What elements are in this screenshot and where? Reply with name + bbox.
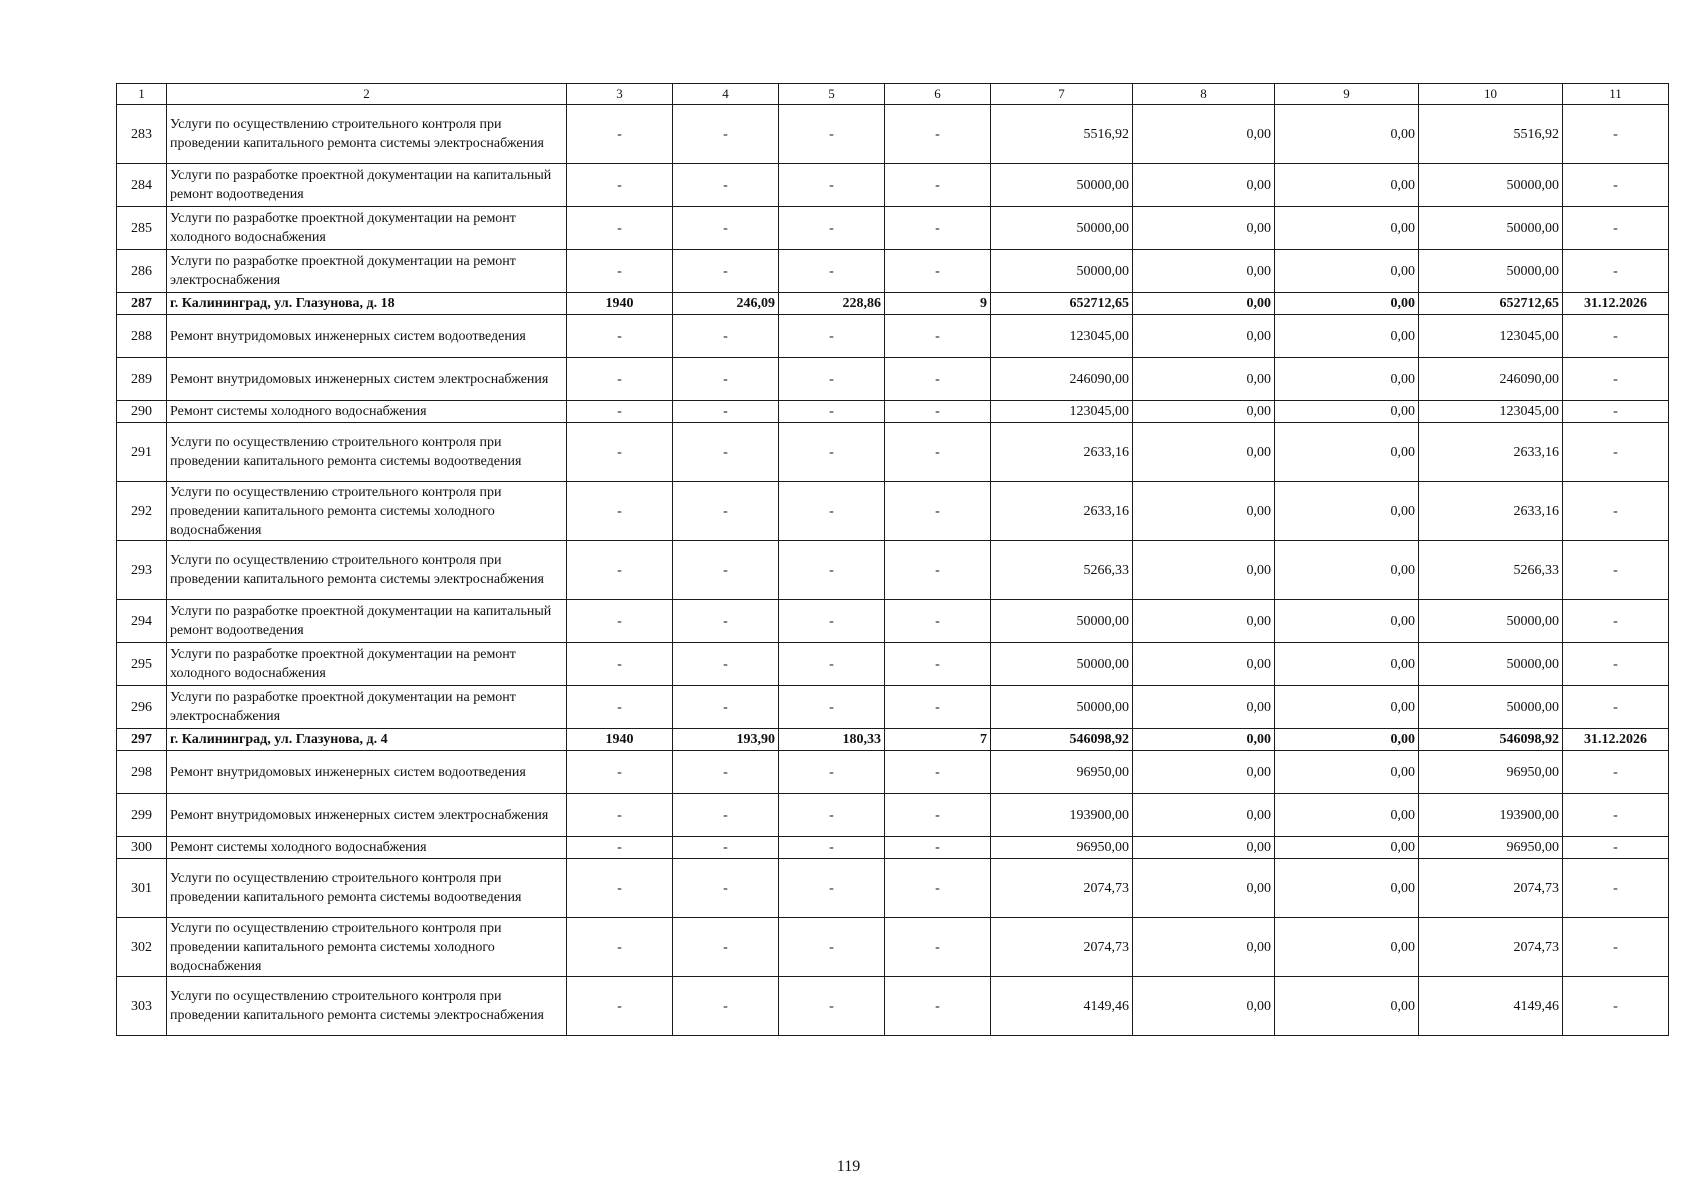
column-number-cell: 10 bbox=[1419, 84, 1563, 105]
fund-share-cell: 0,00 bbox=[1133, 105, 1275, 164]
fund-share-cell: 0,00 bbox=[1133, 600, 1275, 643]
fund-share-cell: 0,00 bbox=[1133, 859, 1275, 918]
budget-share-cell: 0,00 bbox=[1275, 423, 1419, 482]
table-row bbox=[117, 859, 1669, 918]
build-year-cell: - bbox=[567, 977, 673, 1036]
total-area-cell: - bbox=[673, 401, 779, 423]
work-name-cell: Услуги по разработке проектной документации на капитальный ремонт водоотведения bbox=[167, 600, 567, 643]
deadline-cell: - bbox=[1563, 164, 1669, 207]
total-area-cell: - bbox=[673, 751, 779, 794]
work-name-cell: Услуги по разработке проектной документации на ремонт электроснабжения bbox=[167, 686, 567, 729]
budget-share-cell: 0,00 bbox=[1275, 686, 1419, 729]
total-cost-cell: 2633,16 bbox=[991, 482, 1133, 541]
table-row bbox=[117, 541, 1669, 600]
fund-share-cell: 0,00 bbox=[1133, 401, 1275, 423]
table-row bbox=[117, 918, 1669, 977]
deadline-cell: - bbox=[1563, 105, 1669, 164]
total-area-cell: 193,90 bbox=[673, 729, 779, 751]
total-area-cell: - bbox=[673, 977, 779, 1036]
total-area-cell: - bbox=[673, 794, 779, 837]
deadline-cell: 31.12.2026 bbox=[1563, 729, 1669, 751]
work-name-cell: Ремонт внутридомовых инженерных систем водоотведения bbox=[167, 315, 567, 358]
build-year-cell: - bbox=[567, 837, 673, 859]
living-area-cell: - bbox=[779, 918, 885, 977]
total-area-cell: - bbox=[673, 482, 779, 541]
deadline-cell: - bbox=[1563, 401, 1669, 423]
living-area-cell: - bbox=[779, 207, 885, 250]
column-number-cell: 7 bbox=[991, 84, 1133, 105]
owners-share-cell: 193900,00 bbox=[1419, 794, 1563, 837]
build-year-cell: - bbox=[567, 643, 673, 686]
total-area-cell: - bbox=[673, 250, 779, 293]
fund-share-cell: 0,00 bbox=[1133, 293, 1275, 315]
row-number-cell: 287 bbox=[117, 293, 167, 315]
row-number-cell: 299 bbox=[117, 794, 167, 837]
work-name-cell: Ремонт системы холодного водоснабжения bbox=[167, 401, 567, 423]
budget-share-cell: 0,00 bbox=[1275, 105, 1419, 164]
owners-share-cell: 96950,00 bbox=[1419, 751, 1563, 794]
row-number-cell: 284 bbox=[117, 164, 167, 207]
budget-share-cell: 0,00 bbox=[1275, 977, 1419, 1036]
table-row bbox=[117, 977, 1669, 1036]
build-year-cell: 1940 bbox=[567, 729, 673, 751]
work-name-cell: Услуги по разработке проектной документации на ремонт электроснабжения bbox=[167, 250, 567, 293]
deadline-cell: - bbox=[1563, 751, 1669, 794]
budget-share-cell: 0,00 bbox=[1275, 918, 1419, 977]
work-name-cell: Ремонт внутридомовых инженерных систем водоотведения bbox=[167, 751, 567, 794]
living-area-cell: - bbox=[779, 105, 885, 164]
residents-cell: - bbox=[885, 423, 991, 482]
owners-share-cell: 50000,00 bbox=[1419, 600, 1563, 643]
table-row bbox=[117, 315, 1669, 358]
row-number-cell: 288 bbox=[117, 315, 167, 358]
living-area-cell: - bbox=[779, 250, 885, 293]
column-number-cell: 8 bbox=[1133, 84, 1275, 105]
total-area-cell: - bbox=[673, 105, 779, 164]
owners-share-cell: 123045,00 bbox=[1419, 315, 1563, 358]
residents-cell: - bbox=[885, 207, 991, 250]
build-year-cell: - bbox=[567, 315, 673, 358]
table-body bbox=[117, 84, 1669, 1036]
total-area-cell: - bbox=[673, 164, 779, 207]
residents-cell: - bbox=[885, 751, 991, 794]
build-year-cell: - bbox=[567, 105, 673, 164]
residents-cell: 7 bbox=[885, 729, 991, 751]
deadline-cell: - bbox=[1563, 977, 1669, 1036]
total-cost-cell: 5516,92 bbox=[991, 105, 1133, 164]
residents-cell: - bbox=[885, 250, 991, 293]
owners-share-cell: 123045,00 bbox=[1419, 401, 1563, 423]
table-row bbox=[117, 250, 1669, 293]
deadline-cell: - bbox=[1563, 837, 1669, 859]
fund-share-cell: 0,00 bbox=[1133, 250, 1275, 293]
work-name-cell: Ремонт системы холодного водоснабжения bbox=[167, 837, 567, 859]
living-area-cell: - bbox=[779, 977, 885, 1036]
owners-share-cell: 2633,16 bbox=[1419, 482, 1563, 541]
fund-share-cell: 0,00 bbox=[1133, 541, 1275, 600]
living-area-cell: - bbox=[779, 794, 885, 837]
residents-cell: - bbox=[885, 482, 991, 541]
fund-share-cell: 0,00 bbox=[1133, 977, 1275, 1036]
total-cost-cell: 652712,65 bbox=[991, 293, 1133, 315]
living-area-cell: - bbox=[779, 859, 885, 918]
total-cost-cell: 546098,92 bbox=[991, 729, 1133, 751]
budget-share-cell: 0,00 bbox=[1275, 164, 1419, 207]
budget-share-cell: 0,00 bbox=[1275, 729, 1419, 751]
living-area-cell: - bbox=[779, 837, 885, 859]
residents-cell: - bbox=[885, 401, 991, 423]
budget-share-cell: 0,00 bbox=[1275, 643, 1419, 686]
column-number-cell: 6 bbox=[885, 84, 991, 105]
row-number-cell: 283 bbox=[117, 105, 167, 164]
total-area-cell: - bbox=[673, 918, 779, 977]
budget-share-cell: 0,00 bbox=[1275, 751, 1419, 794]
total-area-cell: - bbox=[673, 837, 779, 859]
owners-share-cell: 50000,00 bbox=[1419, 207, 1563, 250]
row-number-cell: 290 bbox=[117, 401, 167, 423]
residents-cell: - bbox=[885, 859, 991, 918]
deadline-cell: - bbox=[1563, 482, 1669, 541]
build-year-cell: - bbox=[567, 164, 673, 207]
row-number-cell: 292 bbox=[117, 482, 167, 541]
work-name-cell: Услуги по осуществлению строительного контроля при проведении капитального ремонта системы электроснабжения bbox=[167, 977, 567, 1036]
owners-share-cell: 50000,00 bbox=[1419, 250, 1563, 293]
build-year-cell: - bbox=[567, 423, 673, 482]
budget-share-cell: 0,00 bbox=[1275, 837, 1419, 859]
residents-cell: - bbox=[885, 794, 991, 837]
living-area-cell: - bbox=[779, 315, 885, 358]
build-year-cell: - bbox=[567, 600, 673, 643]
owners-share-cell: 652712,65 bbox=[1419, 293, 1563, 315]
residents-cell: - bbox=[885, 105, 991, 164]
row-number-cell: 297 bbox=[117, 729, 167, 751]
fund-share-cell: 0,00 bbox=[1133, 164, 1275, 207]
fund-share-cell: 0,00 bbox=[1133, 643, 1275, 686]
work-name-cell: Услуги по осуществлению строительного контроля при проведении капитального ремонта системы электроснабжения bbox=[167, 541, 567, 600]
residents-cell: - bbox=[885, 600, 991, 643]
fund-share-cell: 0,00 bbox=[1133, 794, 1275, 837]
fund-share-cell: 0,00 bbox=[1133, 207, 1275, 250]
total-cost-cell: 123045,00 bbox=[991, 315, 1133, 358]
work-name-cell: Ремонт внутридомовых инженерных систем электроснабжения bbox=[167, 358, 567, 401]
deadline-cell: - bbox=[1563, 686, 1669, 729]
living-area-cell: - bbox=[779, 751, 885, 794]
row-number-cell: 300 bbox=[117, 837, 167, 859]
build-year-cell: - bbox=[567, 541, 673, 600]
deadline-cell: - bbox=[1563, 794, 1669, 837]
budget-share-cell: 0,00 bbox=[1275, 207, 1419, 250]
total-area-cell: - bbox=[673, 643, 779, 686]
budget-share-cell: 0,00 bbox=[1275, 358, 1419, 401]
row-number-cell: 294 bbox=[117, 600, 167, 643]
total-cost-cell: 96950,00 bbox=[991, 837, 1133, 859]
residents-cell: - bbox=[885, 315, 991, 358]
total-cost-cell: 2074,73 bbox=[991, 859, 1133, 918]
column-number-cell: 9 bbox=[1275, 84, 1419, 105]
living-area-cell: - bbox=[779, 401, 885, 423]
row-number-cell: 298 bbox=[117, 751, 167, 794]
table-row bbox=[117, 794, 1669, 837]
total-cost-cell: 246090,00 bbox=[991, 358, 1133, 401]
budget-share-cell: 0,00 bbox=[1275, 859, 1419, 918]
living-area-cell: - bbox=[779, 686, 885, 729]
table-row bbox=[117, 751, 1669, 794]
table-row bbox=[117, 600, 1669, 643]
table-row bbox=[117, 482, 1669, 541]
work-name-cell: Услуги по разработке проектной документации на капитальный ремонт водоотведения bbox=[167, 164, 567, 207]
column-number-cell: 5 bbox=[779, 84, 885, 105]
total-area-cell: - bbox=[673, 600, 779, 643]
residents-cell: - bbox=[885, 164, 991, 207]
living-area-cell: - bbox=[779, 482, 885, 541]
column-number-row bbox=[117, 84, 1669, 105]
living-area-cell: - bbox=[779, 541, 885, 600]
fund-share-cell: 0,00 bbox=[1133, 751, 1275, 794]
table-row bbox=[117, 105, 1669, 164]
table-row bbox=[117, 358, 1669, 401]
owners-share-cell: 96950,00 bbox=[1419, 837, 1563, 859]
residents-cell: - bbox=[885, 686, 991, 729]
owners-share-cell: 50000,00 bbox=[1419, 164, 1563, 207]
row-number-cell: 303 bbox=[117, 977, 167, 1036]
residents-cell: - bbox=[885, 643, 991, 686]
deadline-cell: - bbox=[1563, 250, 1669, 293]
budget-share-cell: 0,00 bbox=[1275, 315, 1419, 358]
residents-cell: - bbox=[885, 918, 991, 977]
deadline-cell: - bbox=[1563, 207, 1669, 250]
build-year-cell: - bbox=[567, 482, 673, 541]
residents-cell: - bbox=[885, 541, 991, 600]
build-year-cell: - bbox=[567, 358, 673, 401]
deadline-cell: - bbox=[1563, 918, 1669, 977]
fund-share-cell: 0,00 bbox=[1133, 837, 1275, 859]
fund-share-cell: 0,00 bbox=[1133, 729, 1275, 751]
deadline-cell: - bbox=[1563, 859, 1669, 918]
total-area-cell: - bbox=[673, 423, 779, 482]
total-cost-cell: 193900,00 bbox=[991, 794, 1133, 837]
build-year-cell: - bbox=[567, 686, 673, 729]
row-number-cell: 295 bbox=[117, 643, 167, 686]
total-cost-cell: 50000,00 bbox=[991, 207, 1133, 250]
total-cost-cell: 50000,00 bbox=[991, 250, 1133, 293]
deadline-cell: - bbox=[1563, 315, 1669, 358]
owners-share-cell: 2074,73 bbox=[1419, 918, 1563, 977]
living-area-cell: - bbox=[779, 643, 885, 686]
build-year-cell: - bbox=[567, 401, 673, 423]
work-name-cell: г. Калининград, ул. Глазунова, д. 4 bbox=[167, 729, 567, 751]
row-number-cell: 296 bbox=[117, 686, 167, 729]
work-name-cell: Услуги по осуществлению строительного контроля при проведении капитального ремонта системы холодного водоснабжения bbox=[167, 918, 567, 977]
work-name-cell: Услуги по осуществлению строительного контроля при проведении капитального ремонта системы водоотведения bbox=[167, 423, 567, 482]
build-year-cell: - bbox=[567, 751, 673, 794]
table-row bbox=[117, 837, 1669, 859]
total-cost-cell: 50000,00 bbox=[991, 600, 1133, 643]
budget-share-cell: 0,00 bbox=[1275, 401, 1419, 423]
row-number-cell: 302 bbox=[117, 918, 167, 977]
column-number-cell: 2 bbox=[167, 84, 567, 105]
fund-share-cell: 0,00 bbox=[1133, 423, 1275, 482]
total-area-cell: - bbox=[673, 207, 779, 250]
living-area-cell: - bbox=[779, 358, 885, 401]
deadline-cell: - bbox=[1563, 541, 1669, 600]
budget-share-cell: 0,00 bbox=[1275, 293, 1419, 315]
total-cost-cell: 2074,73 bbox=[991, 918, 1133, 977]
works-table bbox=[116, 83, 1669, 1036]
owners-share-cell: 2633,16 bbox=[1419, 423, 1563, 482]
budget-share-cell: 0,00 bbox=[1275, 541, 1419, 600]
owners-share-cell: 2074,73 bbox=[1419, 859, 1563, 918]
living-area-cell: 180,33 bbox=[779, 729, 885, 751]
owners-share-cell: 50000,00 bbox=[1419, 643, 1563, 686]
work-name-cell: Услуги по осуществлению строительного контроля при проведении капитального ремонта системы электроснабжения bbox=[167, 105, 567, 164]
total-area-cell: - bbox=[673, 358, 779, 401]
address-row bbox=[117, 729, 1669, 751]
build-year-cell: 1940 bbox=[567, 293, 673, 315]
residents-cell: - bbox=[885, 977, 991, 1036]
owners-share-cell: 546098,92 bbox=[1419, 729, 1563, 751]
column-number-cell: 4 bbox=[673, 84, 779, 105]
deadline-cell: - bbox=[1563, 423, 1669, 482]
total-cost-cell: 50000,00 bbox=[991, 643, 1133, 686]
work-name-cell: Услуги по осуществлению строительного контроля при проведении капитального ремонта системы холодного водоснабжения bbox=[167, 482, 567, 541]
work-name-cell: Услуги по разработке проектной документации на ремонт холодного водоснабжения bbox=[167, 643, 567, 686]
table-row bbox=[117, 686, 1669, 729]
build-year-cell: - bbox=[567, 207, 673, 250]
deadline-cell: 31.12.2026 bbox=[1563, 293, 1669, 315]
total-area-cell: - bbox=[673, 686, 779, 729]
total-area-cell: 246,09 bbox=[673, 293, 779, 315]
table-row bbox=[117, 164, 1669, 207]
owners-share-cell: 5516,92 bbox=[1419, 105, 1563, 164]
build-year-cell: - bbox=[567, 794, 673, 837]
work-name-cell: г. Калининград, ул. Глазунова, д. 18 bbox=[167, 293, 567, 315]
budget-share-cell: 0,00 bbox=[1275, 600, 1419, 643]
row-number-cell: 286 bbox=[117, 250, 167, 293]
row-number-cell: 291 bbox=[117, 423, 167, 482]
fund-share-cell: 0,00 bbox=[1133, 482, 1275, 541]
work-name-cell: Услуги по осуществлению строительного контроля при проведении капитального ремонта системы водоотведения bbox=[167, 859, 567, 918]
budget-share-cell: 0,00 bbox=[1275, 794, 1419, 837]
row-number-cell: 301 bbox=[117, 859, 167, 918]
fund-share-cell: 0,00 bbox=[1133, 358, 1275, 401]
living-area-cell: - bbox=[779, 600, 885, 643]
fund-share-cell: 0,00 bbox=[1133, 686, 1275, 729]
residents-cell: 9 bbox=[885, 293, 991, 315]
row-number-cell: 293 bbox=[117, 541, 167, 600]
deadline-cell: - bbox=[1563, 600, 1669, 643]
fund-share-cell: 0,00 bbox=[1133, 315, 1275, 358]
total-cost-cell: 96950,00 bbox=[991, 751, 1133, 794]
build-year-cell: - bbox=[567, 250, 673, 293]
table-row bbox=[117, 401, 1669, 423]
column-number-cell: 3 bbox=[567, 84, 673, 105]
total-area-cell: - bbox=[673, 541, 779, 600]
work-name-cell: Услуги по разработке проектной документации на ремонт холодного водоснабжения bbox=[167, 207, 567, 250]
table-row bbox=[117, 423, 1669, 482]
address-row bbox=[117, 293, 1669, 315]
deadline-cell: - bbox=[1563, 358, 1669, 401]
table-row bbox=[117, 643, 1669, 686]
owners-share-cell: 50000,00 bbox=[1419, 686, 1563, 729]
total-cost-cell: 50000,00 bbox=[991, 164, 1133, 207]
build-year-cell: - bbox=[567, 859, 673, 918]
fund-share-cell: 0,00 bbox=[1133, 918, 1275, 977]
total-cost-cell: 50000,00 bbox=[991, 686, 1133, 729]
total-cost-cell: 4149,46 bbox=[991, 977, 1133, 1036]
budget-share-cell: 0,00 bbox=[1275, 250, 1419, 293]
page-number: 119 bbox=[836, 1158, 861, 1175]
residents-cell: - bbox=[885, 358, 991, 401]
owners-share-cell: 4149,46 bbox=[1419, 977, 1563, 1036]
deadline-cell: - bbox=[1563, 643, 1669, 686]
total-cost-cell: 2633,16 bbox=[991, 423, 1133, 482]
build-year-cell: - bbox=[567, 918, 673, 977]
row-number-cell: 289 bbox=[117, 358, 167, 401]
total-area-cell: - bbox=[673, 315, 779, 358]
total-cost-cell: 123045,00 bbox=[991, 401, 1133, 423]
column-number-cell: 11 bbox=[1563, 84, 1669, 105]
total-cost-cell: 5266,33 bbox=[991, 541, 1133, 600]
work-name-cell: Ремонт внутридомовых инженерных систем электроснабжения bbox=[167, 794, 567, 837]
living-area-cell: 228,86 bbox=[779, 293, 885, 315]
total-area-cell: - bbox=[673, 859, 779, 918]
column-number-cell: 1 bbox=[117, 84, 167, 105]
residents-cell: - bbox=[885, 837, 991, 859]
owners-share-cell: 246090,00 bbox=[1419, 358, 1563, 401]
owners-share-cell: 5266,33 bbox=[1419, 541, 1563, 600]
living-area-cell: - bbox=[779, 164, 885, 207]
living-area-cell: - bbox=[779, 423, 885, 482]
table-row bbox=[117, 207, 1669, 250]
budget-share-cell: 0,00 bbox=[1275, 482, 1419, 541]
row-number-cell: 285 bbox=[117, 207, 167, 250]
